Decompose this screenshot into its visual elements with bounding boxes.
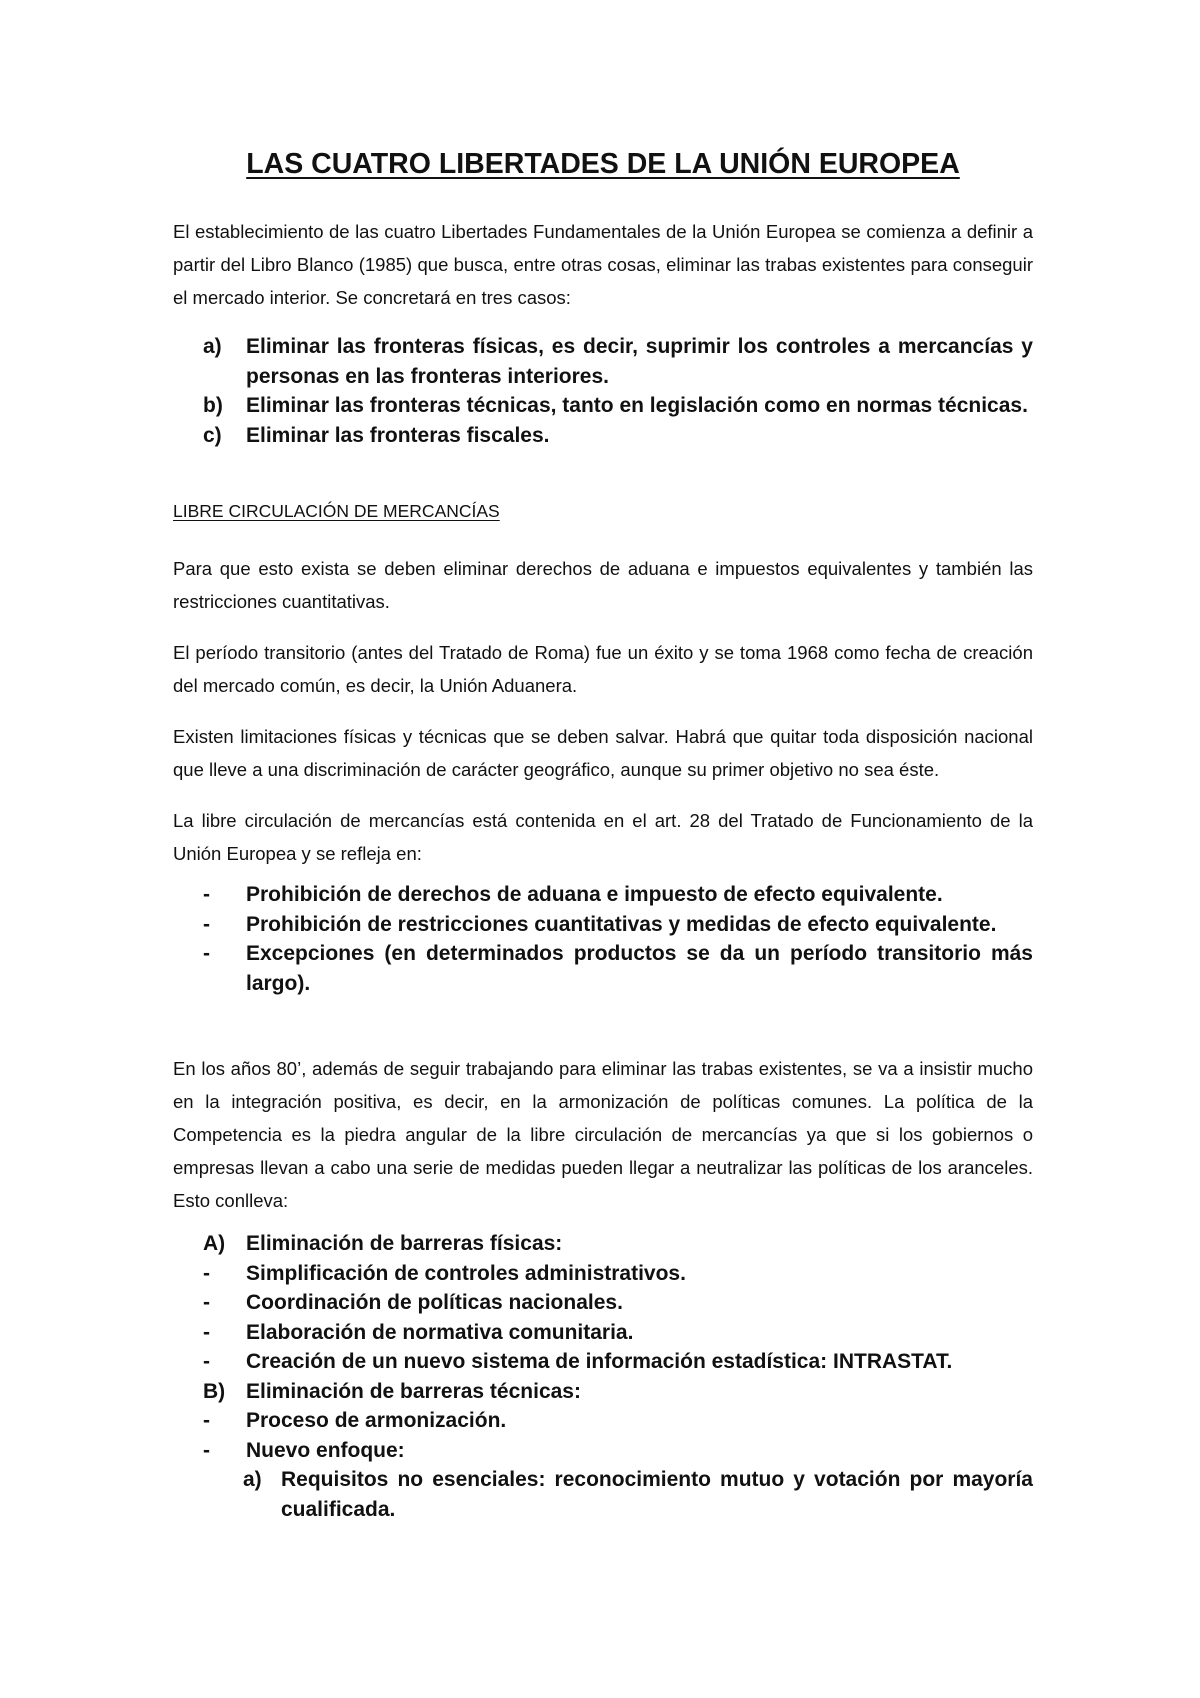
entails-list	[173, 1229, 1033, 1524]
list-marker: A)	[203, 1232, 226, 1255]
list-marker: -	[203, 1291, 210, 1314]
list-item-text: Eliminación de barreras físicas:	[246, 1232, 563, 1255]
cases-list	[173, 332, 1033, 450]
list-item	[173, 1465, 1033, 1524]
list-item	[173, 1229, 1033, 1259]
list-item	[173, 880, 1033, 910]
paragraph: El período transitorio (antes del Tratado de Roma) fue un éxito y se toma 1968 como fecha de creación del mercado común, es decir, la Unión Aduanera.	[173, 642, 1033, 696]
list-item-text: Prohibición de derechos de aduana e impuesto de efecto equivalente.	[246, 883, 943, 906]
list-marker: -	[203, 1261, 210, 1285]
list-item-text: Simplificación de controles administrativos.	[246, 1261, 686, 1285]
list-item	[173, 391, 1033, 421]
section-heading: LIBRE CIRCULACIÓN DE MERCANCÍAS	[173, 501, 500, 521]
list-marker: -	[203, 942, 210, 965]
list-item-text: Eliminar las fronteras físicas, es decir, suprimir los controles a mercancías y personas en las fronteras interiores.	[246, 335, 1033, 388]
list-item-text: Elaboración de normativa comunitaria.	[246, 1320, 634, 1344]
list-item	[173, 332, 1033, 391]
list-marker: b)	[203, 394, 223, 417]
list-item	[173, 1347, 1033, 1377]
intro-paragraph: El establecimiento de las cuatro Libertades Fundamentales de la Unión Europea se comienza a definir a partir del Libro Blanco (1985) que busca, entre otras cosas, eliminar las trabas existentes para conseguir el mercado interior. Se concretará en tres casos:	[173, 221, 1033, 308]
list-marker: a)	[203, 335, 222, 358]
paragraph: La libre circulación de mercancías está contenida en el art. 28 del Tratado de Funcionamiento de la Unión Europea y se refleja en:	[173, 810, 1033, 864]
list-item	[173, 421, 1033, 451]
list-marker: -	[203, 1438, 210, 1462]
list-marker: c)	[203, 423, 222, 447]
paragraph: Existen limitaciones físicas y técnicas que se deben salvar. Habrá que quitar toda disposición nacional que lleve a una discriminación de carácter geográfico, aunque su primer objetivo no sea éste.	[173, 726, 1033, 780]
list-item	[173, 910, 1033, 940]
paragraph-80s: En los años 80’, además de seguir trabajando para eliminar las trabas existentes, se va a insistir mucho en la integración positiva, es decir, en la armonización de políticas comunes. La política de la Competencia es la piedra angular de la libre circulación de mercancías ya que si los gobiernos o empresas llevan a cabo una serie de medidas pueden llegar a neutralizar las políticas de los aranceles. Esto conlleva:	[173, 1058, 1033, 1211]
list-item	[173, 1377, 1033, 1407]
list-item-text: Proceso de armonización.	[246, 1409, 507, 1432]
list-marker: -	[203, 1409, 210, 1432]
list-item-text: Creación de un nuevo sistema de información estadística: INTRASTAT.	[246, 1350, 953, 1373]
list-marker: -	[203, 912, 210, 936]
list-marker: B)	[203, 1379, 226, 1403]
list-marker: a)	[243, 1468, 262, 1491]
list-item	[173, 1318, 1033, 1348]
list-item	[173, 1259, 1033, 1289]
list-item-text: Requisitos no esenciales: reconocimiento mutuo y votación por mayoría cualificada.	[281, 1468, 1033, 1521]
list-item-text: Prohibición de restricciones cuantitativas y medidas de efecto equivalente.	[246, 912, 997, 936]
list-item	[173, 939, 1033, 998]
list-item-text: Excepciones (en determinados productos se da un período transitorio más largo).	[246, 942, 1033, 995]
list-item-text: Eliminar las fronteras técnicas, tanto en legislación como en normas técnicas.	[246, 394, 1028, 417]
paragraph: Para que esto exista se deben eliminar derechos de aduana e impuestos equivalentes y también las restricciones cuantitativas.	[173, 558, 1033, 612]
list-item-text: Eliminar las fronteras fiscales.	[246, 423, 550, 447]
list-item	[173, 1436, 1033, 1466]
list-marker: -	[203, 883, 210, 906]
list-item-text: Coordinación de políticas nacionales.	[246, 1291, 623, 1314]
reflects-list	[173, 880, 1033, 998]
list-item-text: Nuevo enfoque:	[246, 1438, 405, 1462]
list-marker: -	[203, 1320, 210, 1344]
document-title: LAS CUATRO LIBERTADES DE LA UNIÓN EUROPEA	[246, 148, 960, 180]
list-item	[173, 1406, 1033, 1436]
list-marker: -	[203, 1350, 210, 1373]
list-item-text: Eliminación de barreras técnicas:	[246, 1379, 581, 1403]
list-item	[173, 1288, 1033, 1318]
